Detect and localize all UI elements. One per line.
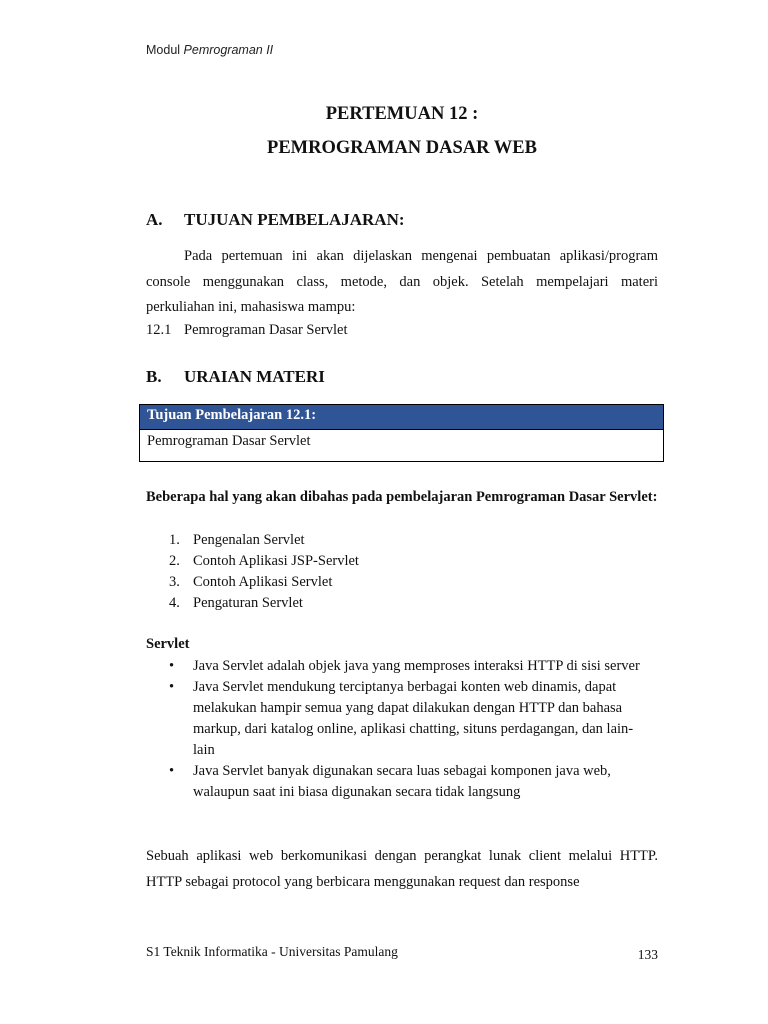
- bullet-icon: •: [169, 658, 175, 674]
- list-item: 1. Pengenalan Servlet: [169, 532, 305, 548]
- bullet-icon: •: [169, 679, 175, 695]
- footer-institution: S1 Teknik Informatika - Universitas Pamulang: [146, 944, 398, 959]
- section-a-heading: [146, 210, 405, 230]
- list-item: 2. Contoh Aplikasi JSP-Servlet: [169, 553, 359, 569]
- objective-text: Pemrograman Dasar Servlet: [184, 322, 348, 338]
- objective-item: [146, 322, 347, 339]
- section-a-paragraph: Pada pertemuan ini akan dijelaskan mengenai pembuatan aplikasi/program console menggunakan class, metode, dan objek. Setelah mempelajari materi perkuliahan ini, mahasiswa mampu:: [146, 248, 658, 315]
- list-item: • Java Servlet banyak digunakan secara luas sebagai komponen java web, walaupun saat ini biasa digunakan secara tidak langsung: [169, 763, 611, 800]
- list-item: • Java Servlet mendukung terciptanya berbagai konten web dinamis, dapat melakukan hampir semua yang dapat dilakukan dengan HTTP dan bahasa markup, dari katalog online, aplikasi chatting, situns perdagangan, dan lain-lain: [169, 679, 634, 758]
- learning-objective-box-text: Pemrograman Dasar Servlet: [147, 433, 311, 449]
- section-a-letter: A.: [146, 210, 163, 229]
- header-prefix: Modul: [146, 43, 184, 57]
- section-b-title: URAIAN MATERI: [184, 367, 325, 386]
- closing-paragraph: Sebuah aplikasi web berkomunikasi dengan perangkat lunak client melalui HTTP. HTTP sebagai protocol yang berbicara menggunakan request dan response: [146, 848, 658, 890]
- list-item: 3. Contoh Aplikasi Servlet: [169, 574, 333, 590]
- servlet-bullet-list: [169, 656, 649, 803]
- section-b-heading: [146, 367, 325, 387]
- servlet-subheading: Servlet: [146, 636, 190, 652]
- learning-objective-box: [139, 404, 664, 462]
- header-module-name: Pemrograman II: [183, 43, 274, 57]
- topics-intro: Beberapa hal yang akan dibahas pada pembelajaran Pemrograman Dasar Servlet:: [146, 489, 658, 505]
- learning-objective-box-title: Tujuan Pembelajaran 12.1:: [140, 405, 663, 430]
- list-item: • Java Servlet adalah objek java yang memproses interaksi HTTP di sisi server: [169, 656, 649, 677]
- page-number: 133: [637, 947, 658, 962]
- bullet-icon: •: [169, 763, 175, 779]
- running-header: [146, 43, 273, 57]
- chapter-title-line2: PEMROGRAMAN DASAR WEB: [267, 138, 537, 158]
- list-item: 4. Pengaturan Servlet: [169, 595, 303, 611]
- objective-number: 12.1: [146, 322, 172, 338]
- chapter-title-line1: PERTEMUAN 12 :: [325, 104, 479, 124]
- section-a-title: TUJUAN PEMBELAJARAN:: [184, 210, 405, 229]
- topics-list: [169, 530, 359, 614]
- section-b-letter: B.: [146, 367, 162, 386]
